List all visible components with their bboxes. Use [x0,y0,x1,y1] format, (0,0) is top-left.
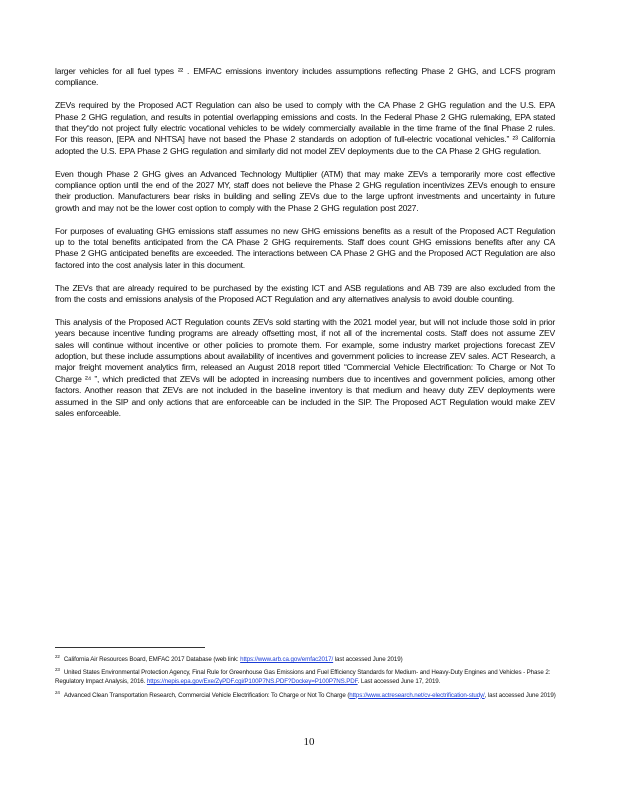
page-number: 10 [303,736,315,748]
footnote-24 [55,688,565,700]
paragraph: larger vehicles for all fuel types ²² . EMFAC emissions inventory includes assumptions reflecting Phase 2 GHG, and LCFS program compliance. [55,66,555,88]
paragraph: This analysis of the Proposed ACT Regulation counts ZEVs sold starting with the 2021 model year, but will not include those sold in prior years because incentive funding programs are already offsetting most, if not all of the incremental costs. Staff does not assume ZEV sales will continue without incentive or other policies to promote them. For example, some industry market projections forecast ZEV adoption, but these include assumptions about availability of incentives and government policies to increase ZEV sales. ACT Research, a major freight movement analytics firm, released an August 2018 report titled “Commercial Vehicle Electrification: To Charge or Not To Charge ²⁴ ”, which predicted that ZEVs will be adopted in increasing numbers due to incentives and government policies, among other factors. Another reason that ZEVs are not included in the baseline inventory is that medium and heavy duty ZEV deployments were assumed in the SIP and only actions that are enforceable can be included in the SIP. The Proposed ACT Regulation would make ZEV sales enforceable. [55,316,555,419]
footnote-text: Advanced Clean Transportation Research, Commercial Vehicle Electrification: To Charge or Not To Charge ( [63,691,350,699]
footnote-22 [55,652,565,664]
footnote-number: 24 [55,689,60,695]
paragraph: For purposes of evaluating GHG emissions staff assumes no new GHG emissions benefits as a result of the Proposed ACT Regulation up to the total benefits anticipated from the CA Phase 2 GHG requirements. Staff does count GHG emissions benefits after any CA Phase 2 GHG anticipated benefits are exceeded. The interactions between CA Phase 2 GHG and the Proposed ACT Regulation are also factored into the cost analysis later in this document. [55,225,555,270]
paragraph: The ZEVs that are already required to be purchased by the existing ICT and ASB regulations and AB 739 are also excluded from the from the costs and emissions analysis of the Proposed ACT Regulation and any alternatives analysis to avoid double counting. [55,282,555,305]
footnotes [55,652,565,701]
footnote-23 [55,665,565,686]
footnote-link[interactable]: https://www.arb.ca.gov/emfac2017/ [240,656,334,663]
footnote-number: 22 [55,654,60,659]
paragraph: Even though Phase 2 GHG gives an Advanced Technology Multiplier (ATM) that may make ZEVs a temporarily more cost effective compliance option until the end of the 2027 MY, staff does not believe the Phase 2 GHG regulation incentivizes ZEVs enough to ensure their production. Manufacturers bear risks in building and selling ZEVs due to the large upfront investments and uncertainty in future growth and may not be the lower cost option to comply with the Phase 2 GHG regulation post 2027. [55,168,555,213]
footnote-text-after: last accessed June 2019) [333,656,403,663]
footnote-text-after: , last accessed June 2019) [484,691,556,699]
footnote-link[interactable]: https://nepis.epa.gov/Exe/ZyPDF.cgi/P100P7NS.PDF?Dockey=P100P7NS.PDF [146,678,358,686]
body-text [55,66,555,431]
paragraph: ZEVs required by the Proposed ACT Regulation can also be used to comply with the CA Phase 2 GHG regulation and the U.S. EPA Phase 2 GHG regulation, and results in potential overlapping emissions and costs. In the Federal Phase 2 GHG rulemaking, EPA stated that they“do not project fully electric vocational vehicles to be widely commercially available in the time frame of the final Phase 2 rules. For this reason, [EPA and NHTSA] have not based the Phase 2 standards on adoption of full-electric vocational vehicles.” ²³ California adopted the U.S. EPA Phase 2 GHG regulation and similarly did not model ZEV deployments due to the CA Phase 2 GHG regulation. [55,100,555,156]
footnote-text-after: . Last accessed June 17, 2019. [357,678,441,686]
footnote-text: California Air Resources Board, EMFAC 2017 Database (web link: [63,656,241,663]
footnote-text: United States Environmental Protection Agency, Final Rule for Greenhouse Gas Emissions and Fuel Efficiency Standards for Medium- and Heavy-Duty Engines and Vehicles - Phase 2: Regulatory Impact Analysis, 2016. [55,669,551,686]
footnote-link[interactable]: https://www.actresearch.net/cv-electrification-study/ [349,691,485,699]
footnote-number: 23 [55,667,60,673]
footnote-divider [55,647,205,648]
